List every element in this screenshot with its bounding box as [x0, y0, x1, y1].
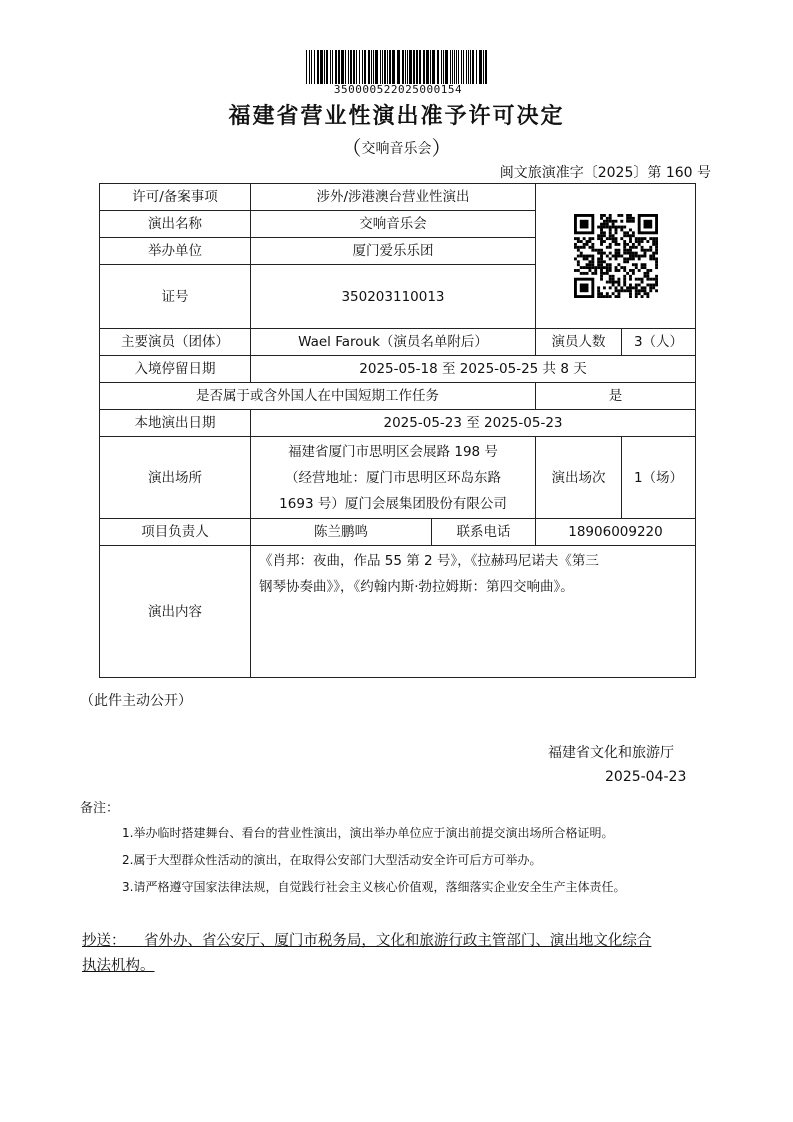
performer-count-value: 3（人） — [622, 329, 696, 356]
venue-line-2: （经营地址：厦门市思明区环岛东路 — [285, 469, 501, 486]
issuer-name: 福建省文化和旅游厅 — [548, 745, 674, 761]
local-dates-value: 2025-05-23 至 2025-05-23 — [251, 410, 696, 437]
public-note: （此件主动公开） — [80, 693, 192, 709]
cc-label: 抄送： — [82, 933, 126, 949]
sessions-value: 1（场） — [622, 437, 696, 519]
document-title: 福建省营业性演出准予许可决定 — [228, 103, 565, 129]
remark-item: 3.请严格遵守国家法律法规，自觉践行社会主义核心价值观，落细落实企业安全生产主体责任。 — [122, 880, 626, 894]
venue-value — [251, 437, 536, 519]
phone-value: 18906009220 — [536, 519, 696, 546]
organizer-label: 举办单位 — [100, 238, 251, 265]
performer-label: 主要演员（团体） — [100, 329, 251, 356]
cc-recipients-2: 执法机构。 — [82, 958, 155, 974]
cc-line-2 — [82, 954, 722, 979]
document-number: 闽文旅演准字〔2025〕第 160 号 — [499, 165, 711, 181]
manager-value: 陈兰鹏鸣 — [251, 519, 432, 546]
barcode-image — [306, 50, 490, 84]
content-label: 演出内容 — [100, 546, 251, 678]
license-value: 350203110013 — [251, 265, 536, 329]
phone-label: 联系电话 — [432, 519, 536, 546]
foreign-work-label: 是否属于或含外国人在中国短期工作任务 — [100, 383, 536, 410]
content-line-1: 《肖邦：夜曲，作品 55 第 2 号》，《拉赫玛尼诺夫《第三 — [259, 553, 599, 569]
content-line-2: 钢琴协奏曲》》，《约翰内斯·勃拉姆斯：第四交响曲》。 — [259, 579, 574, 595]
permit-type-label: 许可/备案事项 — [100, 184, 251, 211]
local-dates-label: 本地演出日期 — [100, 410, 251, 437]
venue-line-3: 1693 号）厦门会展集团股份有限公司 — [279, 495, 507, 512]
cc-section — [82, 929, 722, 979]
issue-date: 2025-04-23 — [605, 769, 687, 785]
show-name-label: 演出名称 — [100, 211, 251, 238]
venue-label: 演出场所 — [100, 437, 251, 519]
cc-line-1 — [82, 929, 722, 954]
performer-count-label: 演员人数 — [536, 329, 622, 356]
qr-code — [574, 214, 658, 298]
show-name-value: 交响音乐会 — [251, 211, 536, 238]
document-subtitle: （交响音乐会） — [341, 136, 452, 160]
manager-label: 项目负责人 — [100, 519, 251, 546]
remark-item: 2.属于大型群众性活动的演出，在取得公安部门大型活动安全许可后方可举办。 — [122, 853, 542, 867]
remarks-label: 备注： — [80, 801, 120, 816]
organizer-value: 厦门爱乐乐团 — [251, 238, 536, 265]
cc-recipients-1: 省外办、省公安厅、厦门市税务局，文化和旅游行政主管部门、演出地文化综合 — [143, 933, 652, 949]
permit-type-value: 涉外/涉港澳台营业性演出 — [251, 184, 536, 211]
subtitle-text: 交响音乐会 — [361, 141, 432, 157]
permit-table — [99, 183, 696, 678]
stay-dates-value: 2025-05-18 至 2025-05-25 共 8 天 — [251, 356, 696, 383]
sessions-label: 演出场次 — [536, 437, 622, 519]
stay-dates-label: 入境停留日期 — [100, 356, 251, 383]
qr-code-cell — [536, 184, 696, 329]
performer-value: Wael Farouk（演员名单附后） — [251, 329, 536, 356]
foreign-work-value: 是 — [536, 383, 696, 410]
content-value — [251, 546, 696, 678]
venue-line-1: 福建省厦门市思明区会展路 198 号 — [288, 443, 498, 460]
license-label: 证号 — [100, 265, 251, 329]
barcode-number: 350000522025000154 — [333, 83, 463, 96]
remark-item: 1.举办临时搭建舞台、看台的营业性演出，演出举办单位应于演出前提交演出场所合格证明。 — [122, 826, 614, 840]
